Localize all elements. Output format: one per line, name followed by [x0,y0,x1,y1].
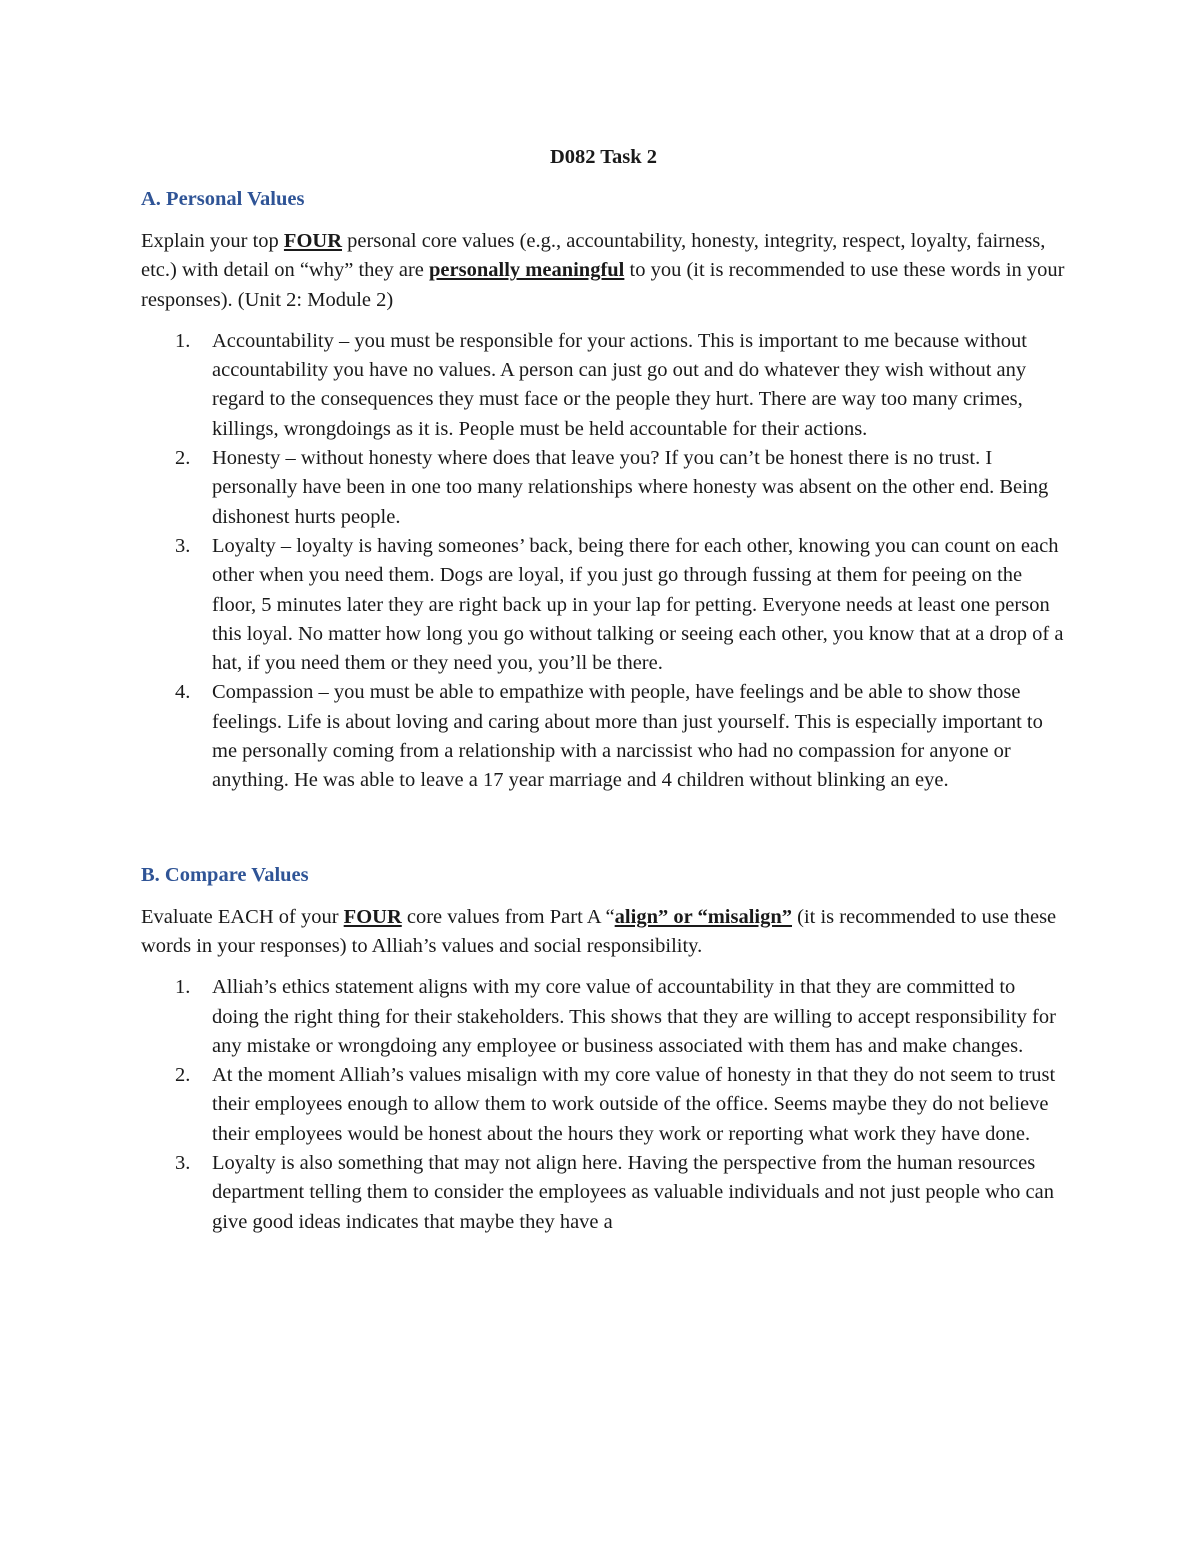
list-item [141,678,1066,795]
section-a-heading: A. Personal Values [141,188,305,210]
section-b-intro-emphasis-four: FOUR [343,905,402,928]
section-a-list [141,327,1066,796]
document-page [141,142,1066,1237]
list-item-number: 3. [175,534,191,557]
list-item-number: 3. [175,1152,191,1175]
section-a-intro-text-3: to you (it is recommended to use these words in your responses). (Unit 2: Module 2) [141,259,1065,311]
list-item-text: Compassion – you must be able to empathize with people, have feelings and be able to show those feelings. Life is about loving and caring about more than just yourself. This is especially important to me personally coming from a relationship with a narcissist who had no compassion for anyone or anything. He was able to leave a 17 year marriage and 4 children without blinking an eye. [212,681,1043,792]
section-b-intro-text-2: core values from Part A “ [401,905,615,928]
section-a-intro-emphasis-meaningful: personally meaningful [429,259,625,282]
section-b-heading: B. Compare Values [141,863,309,886]
list-item-number: 2. [175,447,191,470]
list-item-text: At the moment Alliah’s values misalign with my core value of honesty in that they do not seem to trust their employees enough to allow them to work outside of the office. Seems maybe they do not believe their employees would be honest about the hours they work or reporting what work they have done. [212,1064,1056,1145]
list-item-number: 2. [175,1064,191,1087]
section-a-intro-text-2: personal core values (e.g., accountability, honesty, integrity, respect, loyalty, fairness, etc.) with detail on “why” they are [141,230,1046,282]
section-b-intro-emphasis-align: align” or “misalign” [614,905,792,928]
list-item-number: 1. [175,976,191,999]
section-b-intro-text-3: (it is recommended to use these words in your responses) to Alliah’s values and social responsibility. [141,905,1057,957]
list-item-text: Accountability – you must be responsible for your actions. This is important to me because without accountability you have no values. A person can just go out and do whatever they wish without any regard to the consequences they must face or the people they hurt. There are way too many crimes, killings, wrongdoings as it is. People must be held accountable for their actions. [212,329,1027,440]
list-item [141,1149,1066,1237]
list-item [141,327,1066,444]
section-spacer [141,796,1066,860]
section-b-intro [141,903,1066,962]
section-a-intro-emphasis-four: FOUR [283,230,342,252]
list-item [141,1061,1066,1149]
list-item-number: 4. [175,681,191,704]
list-item [141,444,1066,532]
list-item [141,973,1066,1061]
list-item-number: 1. [175,329,191,352]
list-item [141,532,1066,678]
list-item-text: Loyalty – loyalty is having someones’ back, being there for each other, knowing you can count on each other when you need them. Dogs are loyal, if you just go through fussing at them for peeing on the floor, 5 minutes later they are right back up in your lap for petting. Everyone needs at least one person this loyal. No matter how long you go without talking or seeing each other, you know that at a drop of a hat, if you need them or they need you, you’ll be there. [212,534,1064,675]
section-a-intro [141,227,1066,315]
section-a-intro-text-1: Explain your top [141,230,284,252]
section-b-intro-text-1: Evaluate EACH of your [141,905,344,928]
list-item-text: Honesty – without honesty where does that leave you? If you can’t be honest there is no trust. I personally have been in one too many relationships where honesty was absent on the other end. Being dishonest hurts people. [212,447,1049,528]
list-item-text: Loyalty is also something that may not align here. Having the perspective from the human resources department telling them to consider the employees as valuable individuals and not just people who can give good ideas indicates that maybe they have a [212,1152,1054,1233]
document-title: D082 Task 2 [549,146,658,168]
section-b-list [141,973,1066,1237]
list-item-text: Alliah’s ethics statement aligns with my core value of accountability in that they are committed to doing the right thing for their stakeholders. This shows that they are willing to accept responsibility for any mistake or wrongdoing any employee or business associated with them has and make changes. [212,976,1056,1057]
